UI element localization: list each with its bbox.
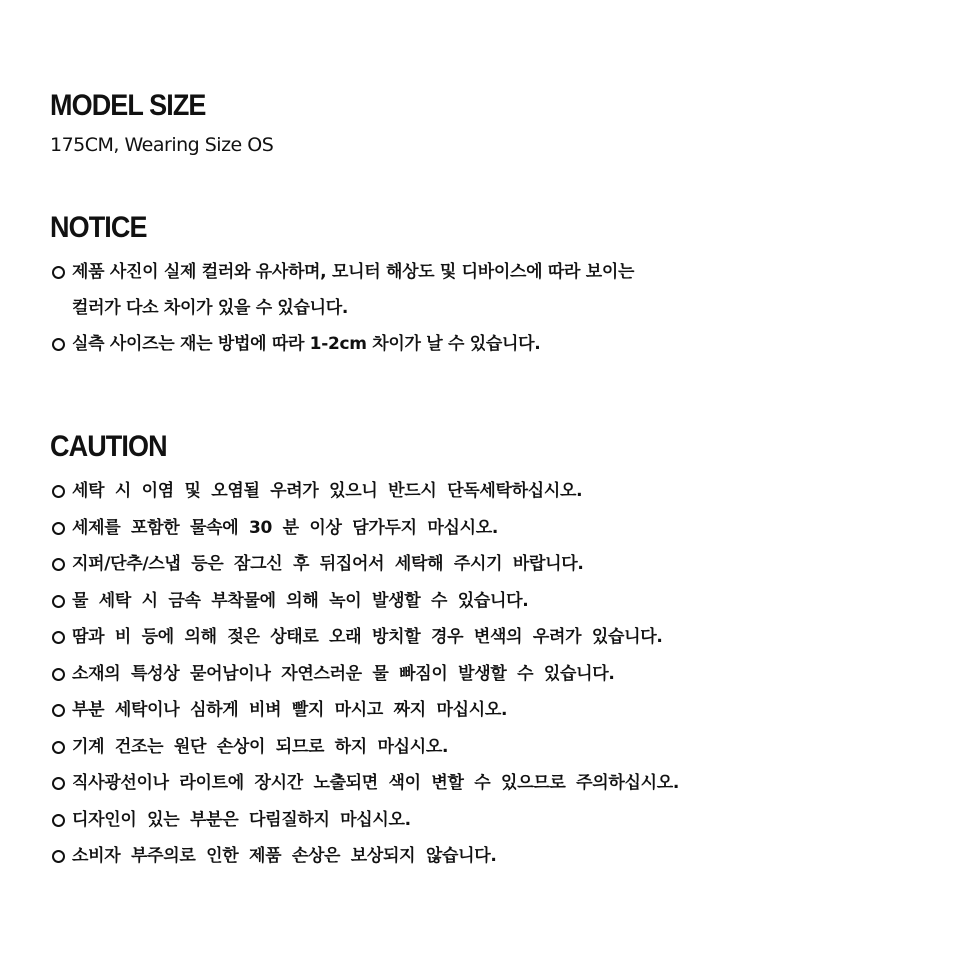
caution-item <box>50 802 940 839</box>
caution-item <box>50 510 940 547</box>
caution-item <box>50 656 940 693</box>
caution-item-text: 부분 세탁이나 심하게 비벼 빨지 마시고 짜지 마십시오. <box>72 700 508 720</box>
circle-bullet-icon <box>52 266 65 279</box>
caution-list <box>50 473 940 875</box>
caution-title: CAUTION <box>50 430 167 463</box>
caution-item <box>50 583 940 620</box>
caution-item-text: 땀과 비 등에 의해 젖은 상태로 오래 방치할 경우 변색의 우려가 있습니다. <box>72 627 663 647</box>
circle-bullet-icon <box>52 595 65 608</box>
circle-bullet-icon <box>52 338 65 351</box>
notice-section <box>50 210 940 362</box>
notice-list <box>50 254 940 362</box>
notice-item <box>50 254 940 326</box>
caution-item <box>50 765 940 802</box>
notice-item-line: 컬러가 다소 차이가 있을 수 있습니다. <box>72 298 349 318</box>
notice-item-line: 실측 사이즈는 재는 방법에 따라 1-2cm 차이가 날 수 있습니다. <box>72 334 541 354</box>
caution-section <box>50 429 940 875</box>
notice-title: NOTICE <box>50 211 147 244</box>
caution-item-text: 기계 건조는 원단 손상이 되므로 하지 마십시오. <box>72 736 449 757</box>
caution-item <box>50 473 940 510</box>
circle-bullet-icon <box>52 704 65 717</box>
caution-item <box>50 838 940 875</box>
caution-item-text: 물 세탁 시 금속 부착물에 의해 녹이 발생할 수 있습니다. <box>72 590 529 611</box>
notice-item <box>50 326 940 362</box>
circle-bullet-icon <box>52 741 65 754</box>
caution-item <box>50 619 940 656</box>
model-size-title: MODEL SIZE <box>50 89 206 122</box>
caution-item-text: 디자인이 있는 부분은 다림질하지 마십시오. <box>72 809 411 830</box>
caution-item-text: 소재의 특성상 묻어남이나 자연스러운 물 빠짐이 발생할 수 있습니다. <box>72 663 615 684</box>
circle-bullet-icon <box>52 668 65 681</box>
circle-bullet-icon <box>52 558 65 571</box>
model-size-section <box>50 88 940 158</box>
circle-bullet-icon <box>52 777 65 790</box>
caution-item-text: 세제를 포함한 물속에 30 분 이상 담가두지 마십시오. <box>72 517 498 538</box>
circle-bullet-icon <box>52 631 65 644</box>
model-size-value: 175CM, Wearing Size OS <box>50 134 274 156</box>
circle-bullet-icon <box>52 485 65 498</box>
caution-item-text: 지퍼/단추/스냅 등은 잠그신 후 뒤집어서 세탁해 주시기 바랍니다. <box>72 554 584 574</box>
caution-item <box>50 729 940 766</box>
notice-item-line: 제품 사진이 실제 컬러와 유사하며, 모니터 해상도 및 디바이스에 따라 보이는 <box>72 262 635 282</box>
caution-item <box>50 692 940 729</box>
circle-bullet-icon <box>52 522 65 535</box>
caution-item-text: 직사광선이나 라이트에 장시간 노출되면 색이 변할 수 있으므로 주의하십시오. <box>72 773 680 793</box>
circle-bullet-icon <box>52 814 65 827</box>
caution-item-text: 소비자 부주의로 인한 제품 손상은 보상되지 않습니다. <box>72 846 497 866</box>
circle-bullet-icon <box>52 850 65 863</box>
caution-item <box>50 546 940 583</box>
caution-item-text: 세탁 시 이염 및 오염될 우려가 있으니 반드시 단독세탁하십시오. <box>72 481 583 501</box>
